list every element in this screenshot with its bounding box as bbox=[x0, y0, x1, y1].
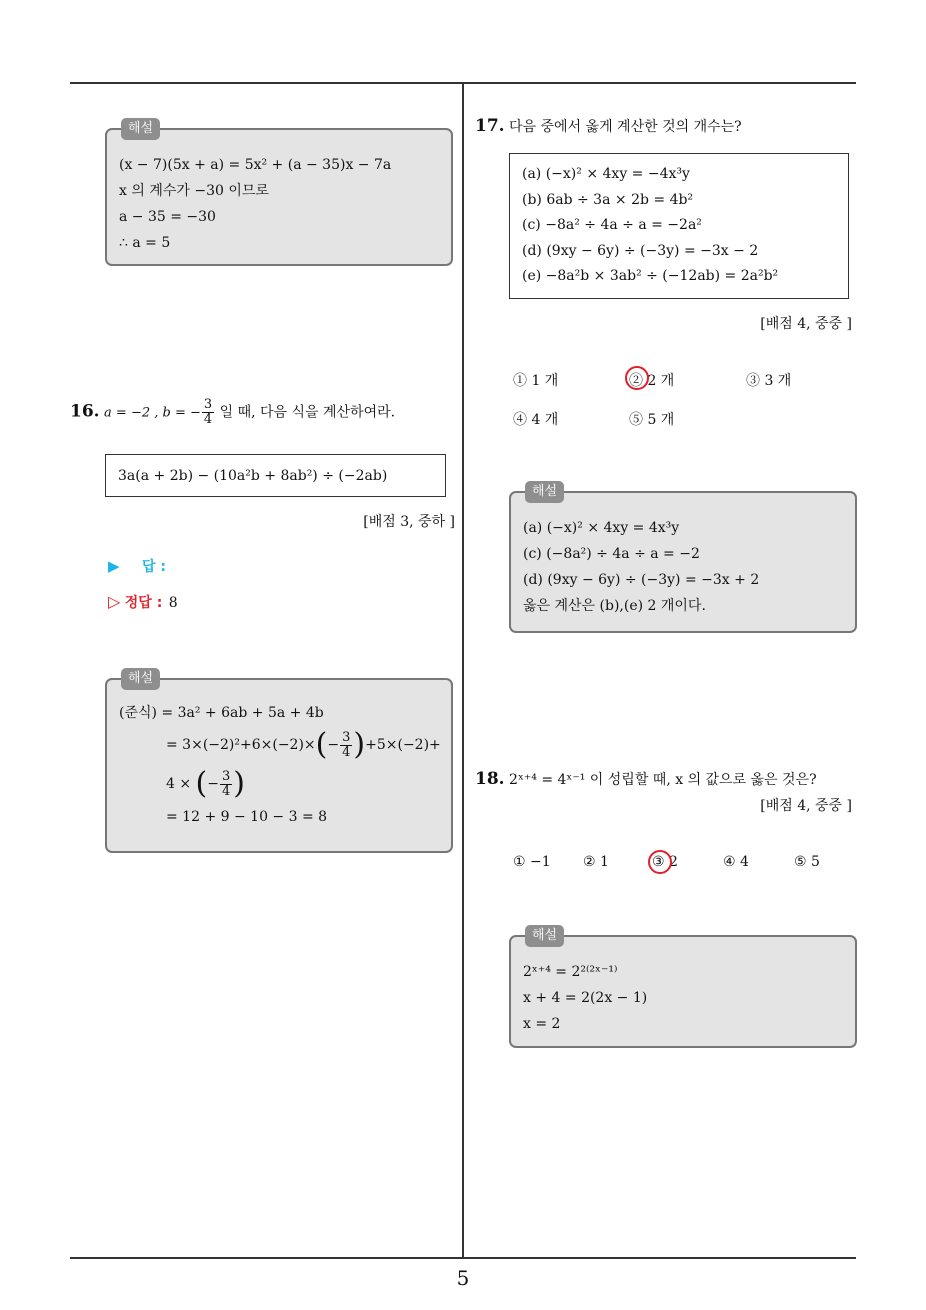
question-number: 17. bbox=[475, 116, 505, 136]
q16-meta: [배점 3, 중하 ] bbox=[363, 514, 455, 530]
solution-line: (준식) = 3a² + 6ab + 5a + 4b bbox=[119, 705, 324, 721]
bottom-rule bbox=[70, 1257, 856, 1259]
q16-answer-row[interactable] bbox=[108, 556, 166, 576]
column-divider bbox=[462, 83, 464, 1258]
solution-line: x 의 계수가 −30 이므로 bbox=[119, 183, 269, 199]
solution-line: x = 2 bbox=[523, 1016, 561, 1032]
solution-line: = 3×(−2)²+6×(−2)×(− $\frac{3}{4}$ )+5×(−2)+ bbox=[166, 727, 441, 762]
solution-tag: 해설 bbox=[121, 118, 160, 140]
q16-prompt-text: 일 때, 다음 식을 계산하여라. bbox=[219, 404, 396, 421]
solution-line: (x − 7)(5x + a) = 5x² + (a − 35)x − 7a bbox=[119, 157, 392, 173]
q16-correct-row bbox=[108, 592, 178, 612]
solution-line: ∴ a = 5 bbox=[119, 235, 171, 251]
q18-header bbox=[475, 769, 817, 789]
answer-mark-circle bbox=[648, 850, 672, 874]
q17-choice-1[interactable]: ① 1 개 bbox=[513, 373, 559, 389]
q17-items-box bbox=[509, 153, 849, 299]
q18-choice-1[interactable]: ① −1 bbox=[513, 854, 551, 870]
solution-line: (a) (−x)² × 4xy = 4x³y bbox=[523, 520, 680, 536]
solution-tag: 해설 bbox=[525, 925, 564, 947]
correct-label: 정답 : bbox=[124, 595, 163, 611]
q17-choice-5[interactable]: ⑤ 5 개 bbox=[629, 412, 675, 428]
q17-item: (b) 6ab ÷ 3a × 2b = 4b² bbox=[522, 191, 694, 208]
solution-line: 4 × (− $\frac{3}{4}$ ) bbox=[166, 766, 245, 801]
q17-header bbox=[475, 116, 742, 136]
q17-item: (d) (9xy − 6y) ÷ (−3y) = −3x − 2 bbox=[522, 242, 759, 259]
solution-line: x + 4 = 2(2x − 1) bbox=[523, 990, 648, 1006]
q15-solution-box bbox=[105, 121, 453, 266]
q18-choice-3[interactable]: ③ 2 bbox=[652, 854, 678, 870]
solution-line: = 12 + 9 − 10 − 3 = 8 bbox=[166, 809, 328, 825]
q18-solution-box bbox=[509, 928, 857, 1048]
question-number: 18. bbox=[475, 769, 505, 789]
q17-choice-3[interactable]: ③ 3 개 bbox=[746, 373, 792, 389]
q17-prompt: 다음 중에서 옳게 계산한 것의 개수는? bbox=[509, 119, 742, 135]
q17-item: (e) −8a²b × 3ab² ÷ (−12ab) = 2a²b² bbox=[522, 268, 779, 284]
q17-item: (c) −8a² ÷ 4a ÷ a = −2a² bbox=[522, 217, 702, 233]
q16-prompt-vars: a = −2 , b = − bbox=[104, 405, 201, 421]
triangle-outline-icon: ▷ bbox=[108, 592, 121, 611]
question-number: 16. bbox=[70, 401, 100, 422]
q16-expression-box bbox=[105, 454, 446, 497]
q17-item: (a) (−x)² × 4xy = −4x³y bbox=[522, 166, 690, 182]
q18-choice-5[interactable]: ⑤ 5 bbox=[794, 854, 820, 870]
q18-choice-4[interactable]: ④ 4 bbox=[723, 854, 749, 870]
q16-solution-box bbox=[105, 671, 453, 853]
solution-line: (d) (9xy − 6y) ÷ (−3y) = −3x + 2 bbox=[523, 572, 760, 588]
q17-solution-box bbox=[509, 484, 857, 633]
solution-line: a − 35 = −30 bbox=[119, 209, 216, 225]
answer-label: 답 : bbox=[142, 559, 166, 575]
solution-line: 2ˣ⁺⁴ = 2²⁽²ˣ⁻¹⁾ bbox=[523, 964, 618, 980]
q17-choice-4[interactable]: ④ 4 개 bbox=[513, 412, 559, 428]
solution-line: (c) (−8a²) ÷ 4a ÷ a = −2 bbox=[523, 546, 700, 562]
q16-header bbox=[70, 398, 460, 427]
solution-tag: 해설 bbox=[121, 668, 160, 690]
correct-value: 8 bbox=[168, 595, 178, 611]
answer-mark-circle bbox=[625, 366, 649, 390]
q16-expression: 3a(a + 2b) − (10a²b + 8ab²) ÷ (−2ab) bbox=[118, 468, 388, 484]
q17-choice-2[interactable]: ② 2 개 bbox=[629, 373, 675, 389]
q18-meta: [배점 4, 중중 ] bbox=[760, 798, 852, 814]
q17-meta: [배점 4, 중중 ] bbox=[760, 316, 852, 332]
page-number: 5 bbox=[456, 1266, 470, 1290]
q16-fraction: $\frac{3}{4}$ bbox=[203, 397, 213, 427]
play-icon: ▶ bbox=[108, 557, 120, 575]
q18-prompt: 2ˣ⁺⁴ = 4ˣ⁻¹ 이 성립할 때, x 의 값으로 옳은 것은? bbox=[509, 772, 817, 788]
solution-tag: 해설 bbox=[525, 481, 564, 503]
q18-choice-2[interactable]: ② 1 bbox=[583, 854, 609, 870]
solution-line: 옳은 계산은 (b),(e) 2 개이다. bbox=[523, 598, 706, 614]
